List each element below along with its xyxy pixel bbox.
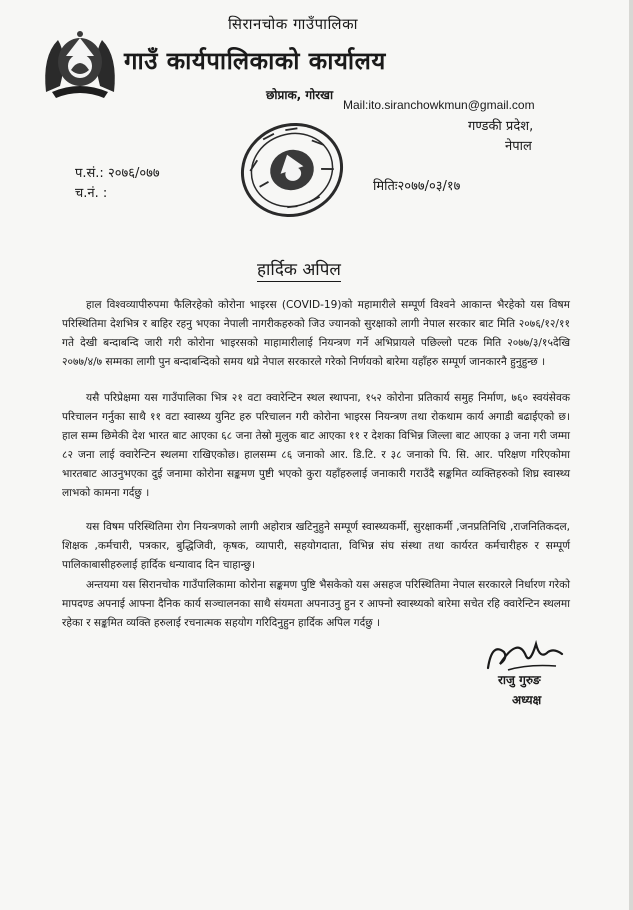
province-name: गण्डकी प्रदेश,: [468, 119, 534, 134]
paragraph-thanks: यस विषम परिस्थितिमा रोग नियन्त्रणको लागी अहोरात्र खटिनुहुने सम्पूर्ण स्वास्थ्यकर्मी, सुरक्षाकर्मी ,जनप्रतिनिधि ,राजनितिकदल, शिक्षक ,कर्मचारी, पत्रकार, बुद्धिजिवी, कृषक, व्यापारी, सहयोगदाता, विभिन्न संघ संस्था तथा कार्यरत कर्मचारीहरु र सम्पूर्ण पालिकाबासीहरुलाई हार्दिक धन्यावाद दिन चाहान्छु।: [62, 521, 570, 571]
dispatch-number: च.नं. :: [75, 186, 108, 201]
office-email: Mail:ito.siranchowkmun@gmail.com: [343, 98, 535, 112]
municipality-name: सिरानचोक गाउँपालिका: [228, 15, 358, 33]
signatory-designation: अध्यक्ष: [512, 693, 542, 707]
office-location: छोप्राक, गोरखा: [266, 88, 334, 102]
paragraph-background: हाल विश्वव्यापीरुपमा फैलिरहेको कोरोना भाइरस (COVID-19)को महामारीले सम्पूर्ण विश्वने आकान्त भैरहेको यस विषम परिस्थितिमा देशभित्र र बाहिर रहनु भएका नेपाली नागरीकहरुको जिउ ज्यानको सुरक्षाको लागी नेपाल सरकार बाट मिति २०७६/१२/११ गते देखी बन्दाबन्दि जारी गरी कोरोना भाइरसको माहामारीलाई नियन्त्रण गर्ने अभिप्रायले पछिल्लो पटक मिति २०७७/३/१५देखि २०७७/४/७ सम्मका लागी पुन बन्दाबन्दिको समय थप्ने नेपाल सरकारले गरेको निर्णयको बारेमा यहाँहरु सम्पूर्ण जानकारनै हुनुहुन्छ ।: [62, 299, 570, 368]
page-edge-shadow: [629, 0, 633, 910]
paragraph-measures: यसै परिप्रेक्षमा यस गाउँपालिका भित्र २१ वटा क्वारेन्टिन स्थल स्थापना, १५२ कोरोना प्रतिकार्य समुह निर्माण, ७६० स्वयंसेवक परिचालन गर्नुका साथै ११ वटा स्वास्थ्य युनिट हरु परिचालन गरी कोरोना भाइरस नियन्त्रण तथा रोकथाम कार्य अगाडी बढाईएको छ। हाल सम्म छिमेकी देश भारत बाट आएका ६८ जना तेस्रो मुलुक बाट आएका ११ र देशका विभिन्न जिल्ला बाट आएका ३ जना गरी जम्मा ८२ जना लाई क्वारेन्टिन स्थलमा राखिएकोछ। हालसम्म ८६ जनाको आर. डि.टि. र ३८ जनाको पि. सि. आर. परिक्षण गरिएकोमा भारतबाट आउनुभएका दुई जनामा कोरोना सङ्कमण पुष्टी भएको कुरा यहाँहरुलाई जनाकारी गराउँदै सङ्कमित व्यक्तिहरुको शिघ्र स्वास्थ्य लाभको कामना गर्दछु ।: [62, 392, 570, 499]
office-title: गाउँ कार्यपालिकाको कार्यालय: [124, 47, 386, 75]
letter-reference-number: प.सं.: २०७६/०७७: [75, 166, 160, 181]
country-name: नेपाल: [505, 139, 532, 154]
letter-date: मितिः२०७७/०३/१७: [373, 179, 461, 194]
office-seal-stamp: [236, 118, 348, 222]
paragraph-appeal: अन्तयमा यस सिरानचोक गाउँपालिकामा कोरोना सङ्कमण पुष्टि भैसकेको यस असहज परिस्थितिमा नेपाल सरकारले निर्धारण गरेको मापदण्ड अपनाई आफ्ना दैनिक कार्य सञ्चालनका साथै संयमता अपनाउनु हुन र आफ्नो स्वास्थ्यको बारेमा सचेत रहि क्वारेन्टिन स्थलमा रहेका र सङ्कमित व्यक्ति हरुलाई रचनात्मक सहयोग गरिदिनुहुन हार्दिक अपिल गर्दछु ।: [62, 579, 570, 629]
nepal-emblem-icon: [38, 26, 122, 100]
signatory-name: राजु गुरुङ: [498, 673, 541, 687]
notice-title: हार्दिक अपिल: [257, 257, 341, 282]
